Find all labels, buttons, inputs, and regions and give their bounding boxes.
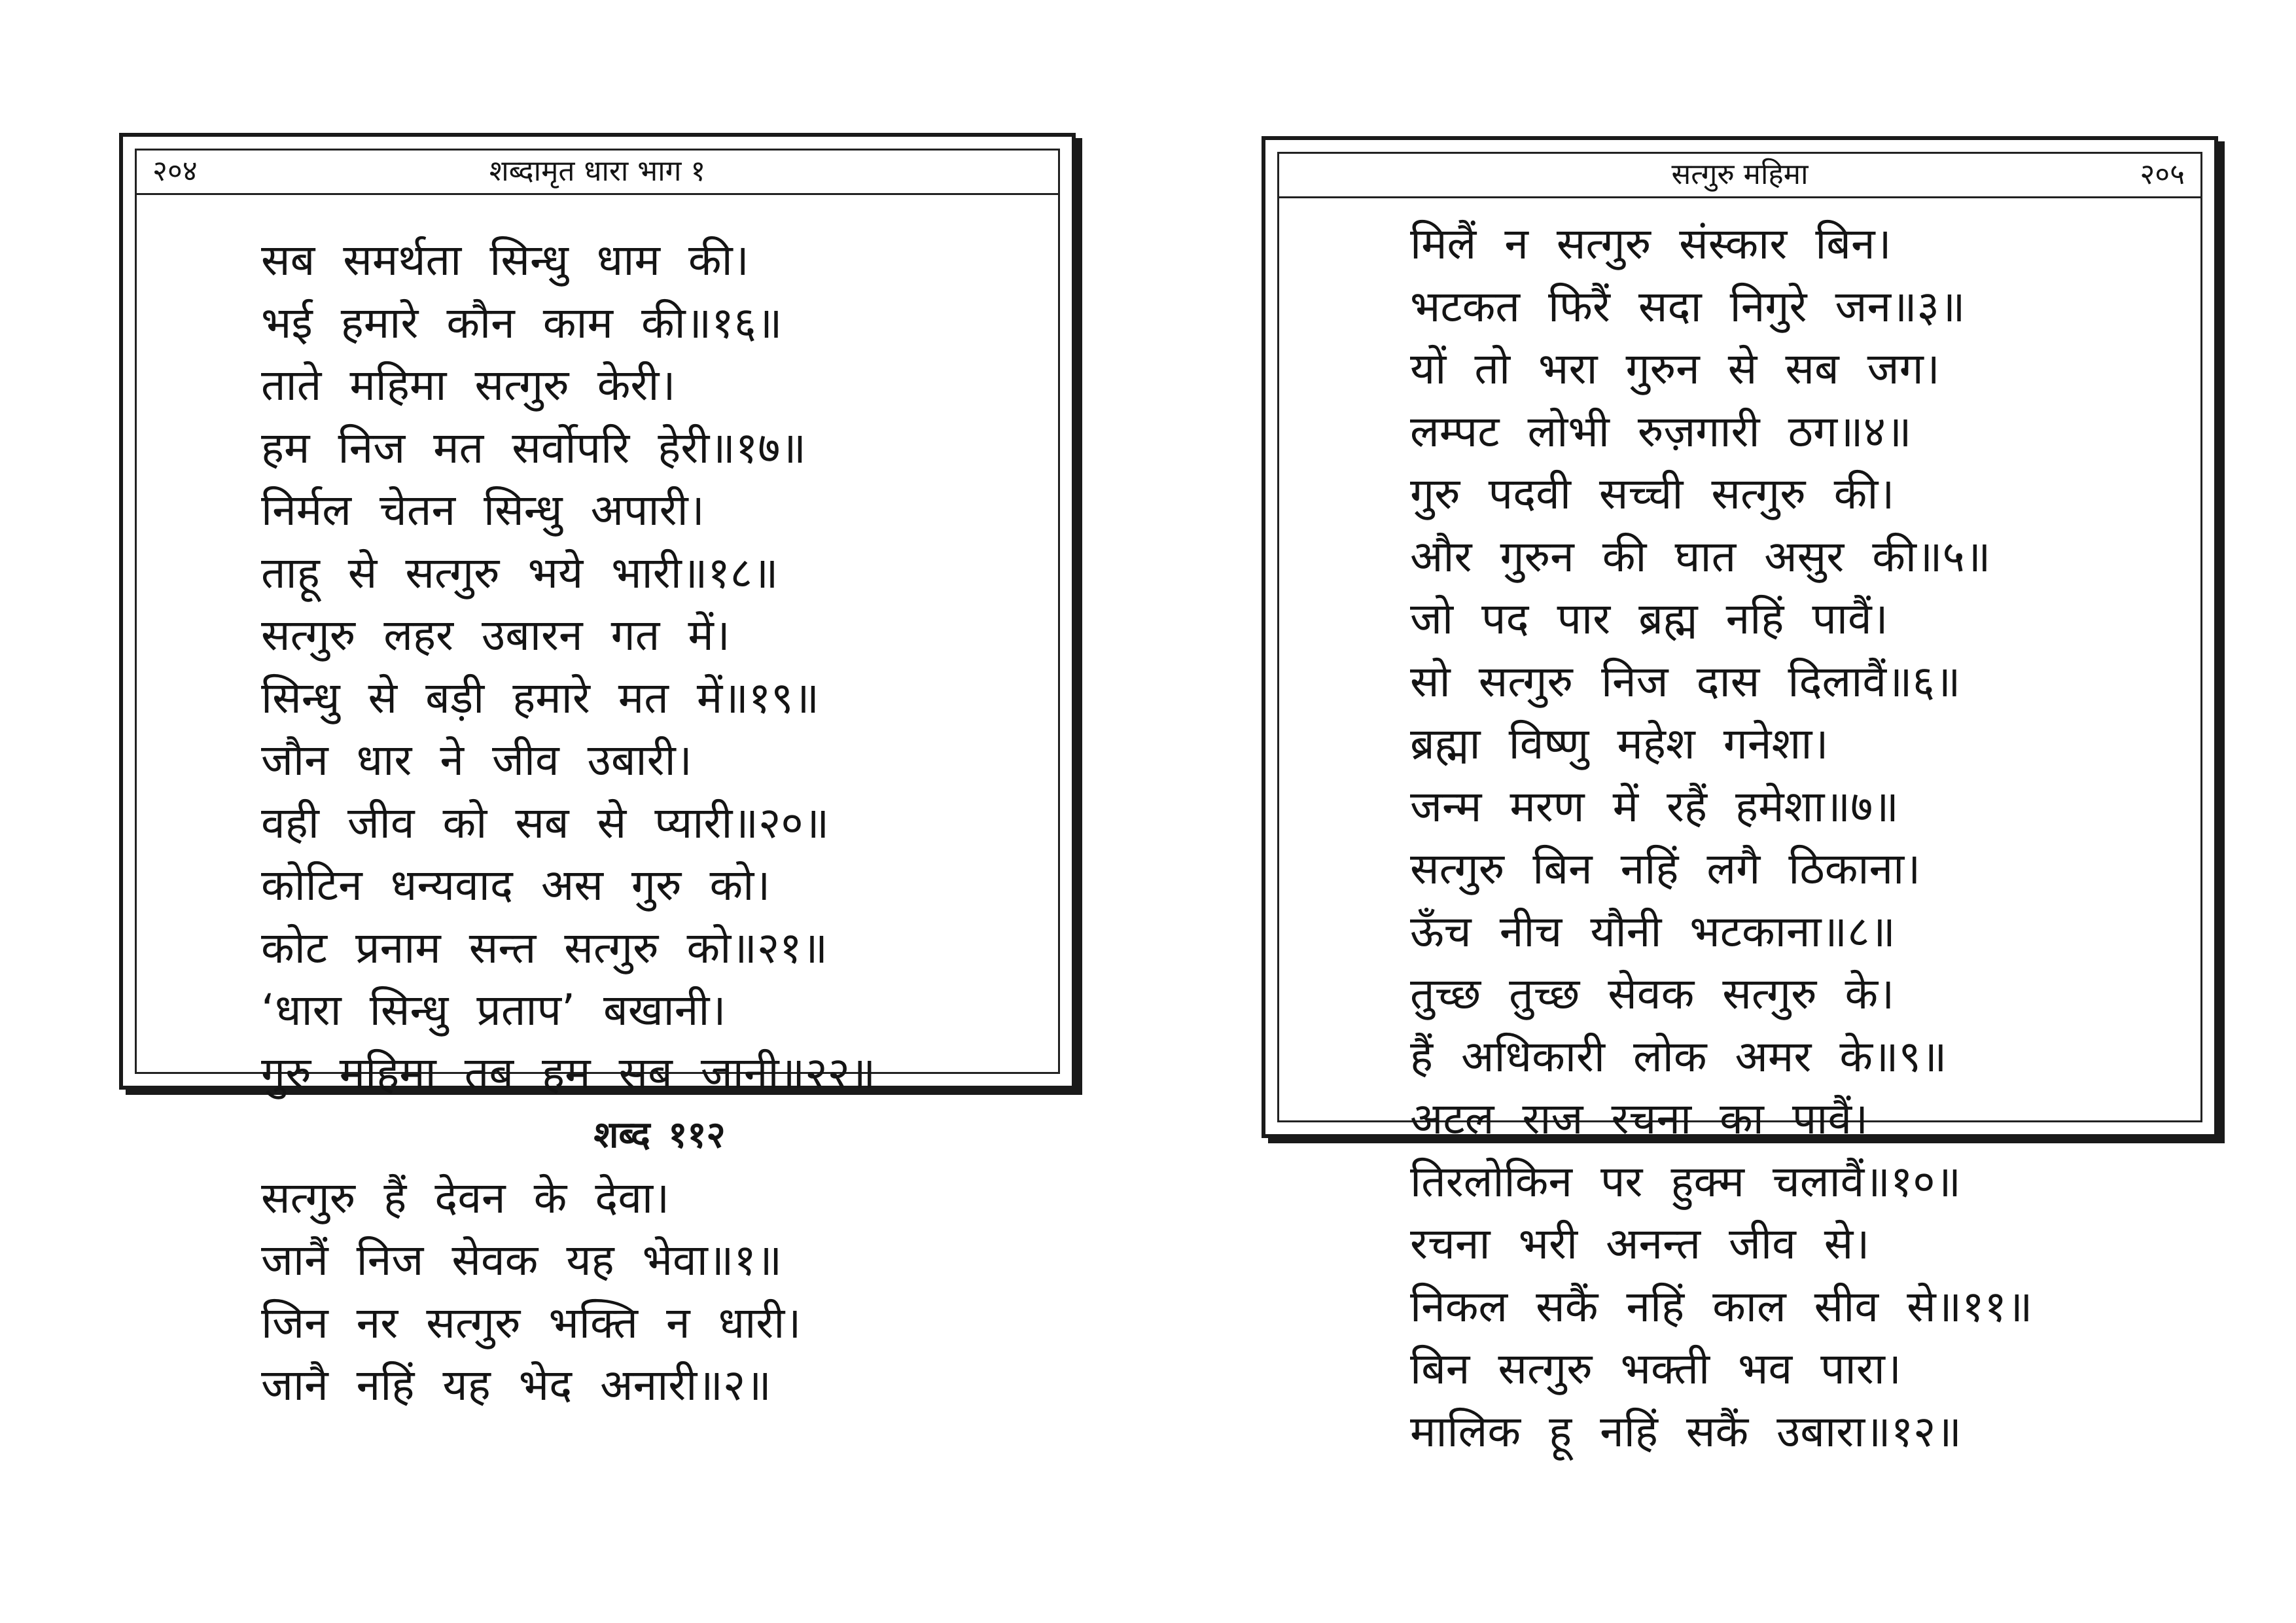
left-page-verses [137, 229, 1058, 1417]
verse-line: गुरु पदवी सच्ची सत्गुरु की। [1410, 469, 1895, 519]
verse-line: रचना भरी अनन्त जीव से। [1410, 1219, 1870, 1269]
verse-line: मिलैं न सत्गुरु संस्कार बिन। [1410, 219, 1892, 269]
verse-line: ताहू से सत्गुरु भये भारी॥१८॥ [261, 547, 779, 598]
verse-line: हम निज मत सर्वोपरि हेरी॥१७॥ [261, 422, 807, 473]
left-page-running-title: शब्दामृत धारा भाग १ [489, 154, 706, 188]
verse-line: जानैं निज सेवक यह भेवा॥१॥ [261, 1235, 783, 1285]
verse-line: जो पद पार ब्रह्म नहिं पावैं। [1410, 594, 1888, 644]
verse-line: सत्गुरु लहर उबारन गत में। [261, 610, 730, 660]
verse-line: लम्पट लोभी रुज़गारी ठग॥४॥ [1410, 406, 1912, 457]
verse-line: अटल राज रचना का पावैं। [1410, 1094, 1869, 1144]
verse-line: गुरु महिमा तब हम सब जानी॥२२॥ [261, 1047, 876, 1098]
verse-line: मालिक हू नहिं सकैं उबारा॥१२॥ [1410, 1406, 1962, 1457]
verse-line: हैं अधिकारी लोक अमर के॥९॥ [1410, 1031, 1947, 1082]
right-page-verses [1279, 213, 2200, 1463]
left-page [119, 133, 1076, 1410]
left-page-number: २०४ [152, 154, 198, 188]
verse-line: सत्गुरु बिन नहिं लगै ठिकाना। [1410, 844, 1921, 894]
shabd-heading: शब्द ११२ [593, 1114, 726, 1156]
verse-line: ब्रह्मा विष्णु महेश गनेशा। [1410, 719, 1829, 769]
right-page-number: २०५ [2140, 158, 2185, 191]
verse-line: वही जीव को सब से प्यारी॥२०॥ [261, 797, 830, 848]
verse-line: सो सत्गुरु निज दास दिलावैं॥६॥ [1410, 656, 1961, 707]
verse-line: सब समर्थता सिन्धु धाम की। [261, 235, 749, 285]
verse-line: कोटिन धन्यवाद अस गुरु को। [261, 860, 771, 910]
verse-line: तिरलोकिन पर हुक्म चलावैं॥१०॥ [1410, 1156, 1962, 1207]
verse-line: ऊँच नीच यौनी भटकाना॥८॥ [1410, 906, 1896, 957]
verse-line: जन्म मरण में रहैं हमेशा॥७॥ [1410, 781, 1899, 832]
verse-line: कोट प्रनाम सन्त सत्गुरु को॥२१॥ [261, 922, 828, 973]
verse-line: और गुरुन की घात असुर की॥५॥ [1410, 531, 1991, 582]
verse-line: भटकत फिरैं सदा निगुरे जन॥३॥ [1410, 281, 1966, 332]
left-page-frame [135, 149, 1060, 1410]
left-page-header [137, 151, 1058, 195]
verse-line: भई हमारे कौन काम की॥१६॥ [261, 297, 783, 348]
verse-line: निकल सकैं नहिं काल सीव से॥११॥ [1410, 1281, 2033, 1332]
verse-line: बिन सत्गुरु भक्ती भव पारा। [1410, 1344, 1901, 1394]
verse-line: जिन नर सत्गुरु भक्ति न धारी। [261, 1297, 802, 1348]
right-page [1262, 136, 2218, 1457]
verse-line: सत्गुरु हैं देवन के देवा। [261, 1172, 670, 1223]
verse-line: जानै नहिं यह भेद अनारी॥२॥ [261, 1360, 771, 1410]
right-page-frame [1277, 152, 2202, 1457]
verse-line: निर्मल चेतन सिन्धु अपारी। [261, 485, 705, 535]
verse-line: सिन्धु से बड़ी हमारे मत में॥१९॥ [261, 672, 820, 723]
right-page-header [1279, 154, 2200, 198]
verse-line: यों तो भरा गुरुन से सब जग। [1410, 344, 1940, 394]
verse-line: ‘धारा सिन्धु प्रताप’ बखानी। [261, 985, 726, 1035]
right-page-running-title: सत्गुरु महिमा [1671, 158, 1809, 191]
verse-line: तुच्छ तुच्छ सेवक सत्गुरु के। [1410, 969, 1895, 1019]
verse-line: ताते महिमा सत्गुरु केरी। [261, 360, 676, 410]
verse-line: जौन धार ने जीव उबारी। [261, 735, 692, 785]
